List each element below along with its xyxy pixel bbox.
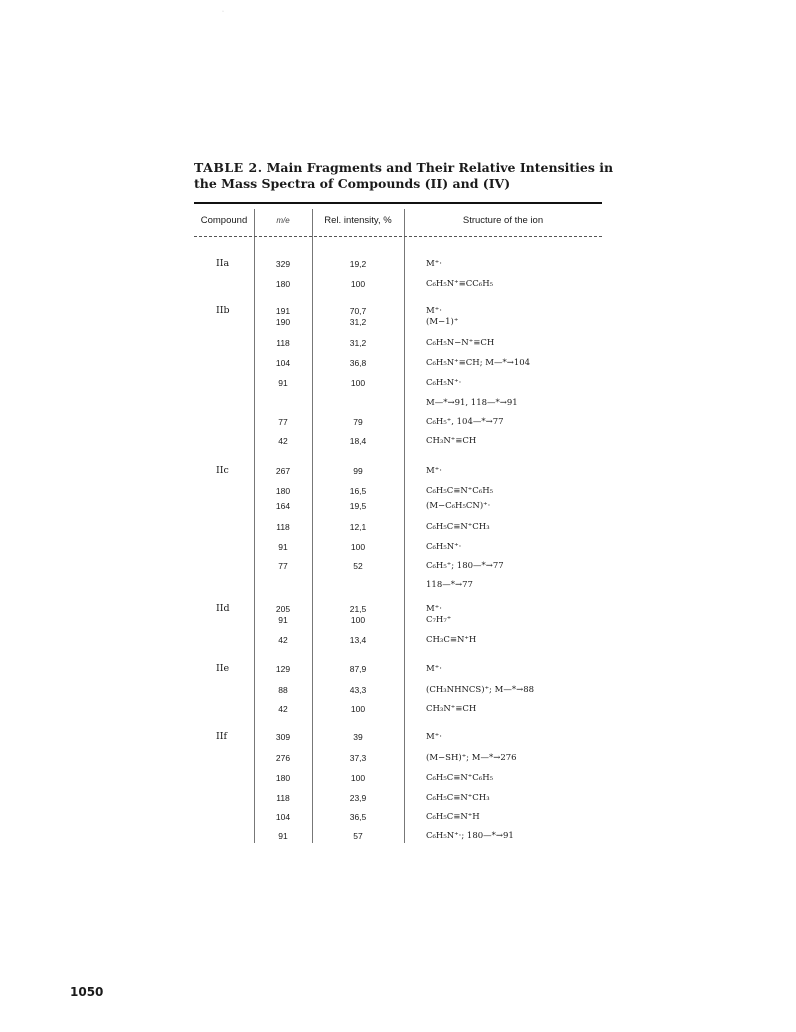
mz-cell: 190 <box>275 317 291 327</box>
mz-cell: 104 <box>275 812 291 822</box>
table-row <box>194 559 602 573</box>
table-row <box>194 415 602 429</box>
table-caption-label: TABLE 2. <box>194 160 263 175</box>
ion-structure-cell: C₆H₅N⁺≡CC₆H₅ <box>426 279 494 289</box>
table-row <box>194 683 602 697</box>
mz-cell: 309 <box>275 732 291 742</box>
table-row <box>194 336 602 350</box>
mz-cell: 77 <box>278 417 288 427</box>
mz-cell: 91 <box>278 542 288 552</box>
ion-structure-cell: C₆H₅N⁺·; 180—*→91 <box>426 831 514 841</box>
intensity-cell: 52 <box>353 561 363 571</box>
mz-cell: 42 <box>278 704 288 714</box>
intensity-cell: 31,2 <box>349 317 367 327</box>
header-rule <box>194 236 602 237</box>
table-row <box>194 751 602 765</box>
table-row <box>194 730 602 744</box>
mz-cell: 180 <box>275 279 291 289</box>
ion-structure-cell: M⁺· <box>426 664 442 674</box>
ion-structure-cell: CH₃N⁺≡CH <box>426 704 477 714</box>
intensity-cell: 100 <box>350 615 366 625</box>
ion-structure-cell: M⁺· <box>426 306 442 316</box>
table-row <box>194 499 602 513</box>
mz-cell: 129 <box>275 664 291 674</box>
ion-structure-cell: C₆H₅C≡N⁺C₆H₅ <box>426 773 494 783</box>
table-top-rule <box>194 202 602 204</box>
ion-structure-cell: C₆H₅C≡N⁺CH₃ <box>426 522 490 532</box>
ion-structure-cell: C₆H₅C≡N⁺C₆H₅ <box>426 486 494 496</box>
table-row <box>194 662 602 676</box>
table-row <box>194 484 602 498</box>
mz-cell: 180 <box>275 486 291 496</box>
intensity-cell: 100 <box>350 704 366 714</box>
intensity-cell: 70,7 <box>349 306 367 316</box>
table-row <box>194 464 602 478</box>
intensity-cell: 99 <box>353 466 363 476</box>
mz-cell: 104 <box>275 358 291 368</box>
mz-cell: 42 <box>278 635 288 645</box>
intensity-cell: 79 <box>353 417 363 427</box>
ion-structure-cell: 118—*→77 <box>426 580 473 590</box>
compound-cell: IIa <box>216 258 230 269</box>
ion-structure-cell: C₇H₇⁺ <box>426 615 452 625</box>
table-row <box>194 277 602 291</box>
table-row <box>194 810 602 824</box>
ion-structure-cell: M⁺· <box>426 466 442 476</box>
mz-cell: 118 <box>276 793 290 803</box>
ion-structure-cell: M⁺· <box>426 604 442 614</box>
intensity-cell: 19,2 <box>349 259 367 269</box>
intensity-cell: 16,5 <box>349 486 367 496</box>
ion-structure-cell: (M−1)⁺ <box>426 317 459 327</box>
table-caption <box>194 160 614 192</box>
ion-structure-cell: C₆H₅⁺, 104—*→77 <box>426 417 504 427</box>
intensity-cell: 21,5 <box>349 604 367 614</box>
header-intensity: Rel. intensity, % <box>324 215 392 226</box>
mz-cell: 205 <box>275 604 291 614</box>
page-number: 1050 <box>70 985 104 999</box>
header-mz: m/e <box>276 216 290 225</box>
ion-structure-cell: C₆H₅N⁺≡CH; M—*→104 <box>426 358 531 368</box>
ion-structure-cell: M⁺· <box>426 259 442 269</box>
header-compound: Compound <box>200 215 248 226</box>
intensity-cell: 100 <box>350 773 366 783</box>
table-row <box>194 633 602 647</box>
table-row <box>194 396 602 410</box>
intensity-cell: 100 <box>350 542 366 552</box>
ion-structure-cell: M—*→91, 118—*→91 <box>426 398 518 408</box>
mz-cell: 276 <box>275 753 291 763</box>
compound-cell: IId <box>216 603 230 614</box>
mz-cell: 91 <box>278 378 288 388</box>
table-row <box>194 791 602 805</box>
mz-cell: 91 <box>278 615 288 625</box>
mz-cell: 88 <box>278 685 288 695</box>
ion-structure-cell: C₆H₅C≡N⁺CH₃ <box>426 793 490 803</box>
mz-cell: 267 <box>275 466 291 476</box>
compound-cell: IIf <box>216 731 228 742</box>
ion-structure-cell: C₆H₅N−N⁺≡CH <box>426 338 495 348</box>
table-row <box>194 356 602 370</box>
table-row <box>194 257 602 271</box>
ion-structure-cell: (M−SH)⁺; M—*→276 <box>426 753 517 763</box>
table-row <box>194 829 602 843</box>
ion-structure-cell: C₆H₅N⁺· <box>426 378 462 388</box>
intensity-cell: 13,4 <box>349 635 367 645</box>
mz-cell: 91 <box>278 831 288 841</box>
intensity-cell: 43,3 <box>349 685 367 695</box>
ion-structure-cell: CH₃N⁺≡CH <box>426 436 477 446</box>
compound-cell: IIb <box>216 305 230 316</box>
intensity-cell: 37,3 <box>349 753 367 763</box>
compound-cell: IIe <box>216 663 230 674</box>
stray-mark: · <box>222 9 224 15</box>
ion-structure-cell: C₆H₅N⁺· <box>426 542 462 552</box>
table-row <box>194 315 602 329</box>
intensity-cell: 36,8 <box>349 358 367 368</box>
header-structure: Structure of the ion <box>462 215 544 226</box>
intensity-cell: 87,9 <box>349 664 367 674</box>
intensity-cell: 12,1 <box>349 522 367 532</box>
intensity-cell: 19,5 <box>349 501 367 511</box>
table-row <box>194 702 602 716</box>
ion-structure-cell: C₆H₅⁺; 180—*→77 <box>426 561 504 571</box>
mz-cell: 329 <box>275 259 291 269</box>
intensity-cell: 39 <box>353 732 363 742</box>
ion-structure-cell: CH₃C≡N⁺H <box>426 635 477 645</box>
intensity-cell: 100 <box>350 378 366 388</box>
intensity-cell: 57 <box>353 831 363 841</box>
mz-cell: 118 <box>276 522 290 532</box>
table-row <box>194 520 602 534</box>
mz-cell: 77 <box>278 561 288 571</box>
table-row <box>194 771 602 785</box>
ion-structure-cell: C₆H₅C≡N⁺H <box>426 812 480 822</box>
compound-cell: IIc <box>216 465 229 476</box>
table-row <box>194 578 602 592</box>
mz-cell: 191 <box>275 306 291 316</box>
mz-cell: 180 <box>275 773 291 783</box>
intensity-cell: 18,4 <box>349 436 367 446</box>
mz-cell: 42 <box>278 436 288 446</box>
ion-structure-cell: (M−C₆H₅CN)⁺· <box>426 501 491 511</box>
table-row <box>194 434 602 448</box>
intensity-cell: 36,5 <box>349 812 367 822</box>
table-row <box>194 540 602 554</box>
intensity-cell: 23,9 <box>349 793 367 803</box>
mz-cell: 118 <box>276 338 290 348</box>
table-row <box>194 376 602 390</box>
mz-cell: 164 <box>275 501 291 511</box>
table-row <box>194 613 602 627</box>
ion-structure-cell: (CH₃NHNCS)⁺; M—*→88 <box>426 685 535 695</box>
table-caption-text: Main Fragments and Their Relative Intensities in the Mass Spectra of Compounds (II) and (IV) <box>194 160 614 191</box>
intensity-cell: 100 <box>350 279 366 289</box>
intensity-cell: 31,2 <box>349 338 367 348</box>
ion-structure-cell: M⁺· <box>426 732 442 742</box>
